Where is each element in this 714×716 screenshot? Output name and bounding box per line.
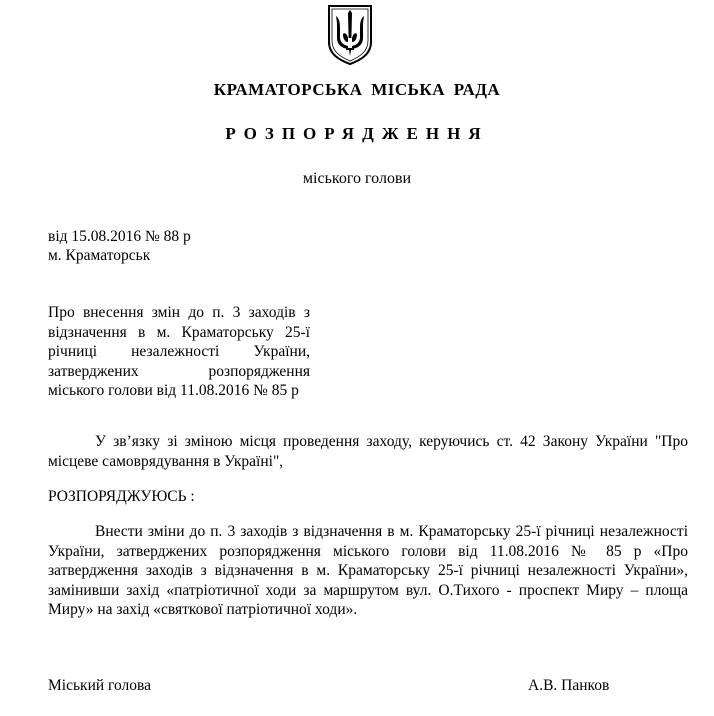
order-word: РОЗПОРЯДЖУЮСЬ : [48, 488, 195, 505]
order-body-paragraph: Внести зміни до п. 3 заходів з відзначення в м. Краматорську 25-ї річниці незалежності України, затверджених розпорядження міського голови від 11.08.2016 № 85 р «Про затвердження заходів з відзначення в м. Краматорську 25-ї річниці незалежності України», замінивши захід «патріотичної ходи за маршрутом вул. О.Тихого - проспект Миру – площа Миру» на захід «святкової патріотичної ходи». [48, 523, 688, 618]
subject-line: річниці незалежності України, [48, 343, 310, 360]
subject-line: затверджених розпорядження [48, 362, 310, 380]
subject-line: відзначення в м. Краматорську 25-ї [48, 323, 310, 341]
organization-title: КРАМАТОРСЬКА МІСЬКА РАДА [213, 80, 501, 99]
document-type-title: РОЗПОРЯДЖЕННЯ [225, 124, 489, 143]
document-subtitle: міського голови [302, 170, 412, 187]
document-date-number: від 15.08.2016 № 88 р [48, 228, 191, 245]
document-subject [48, 303, 310, 401]
subject-line: Про внесення змін до п. 3 заходів з [48, 304, 310, 321]
signatory-name: А.В. Панков [528, 677, 610, 694]
subject-line: міського голови від 11.08.2016 № 85 р [48, 382, 299, 399]
trident-coat-of-arms-icon [327, 4, 373, 66]
signatory-title: Міський голова [48, 677, 152, 694]
document-city: м. Краматорськ [48, 247, 151, 264]
preamble-paragraph: У зв’язку зі зміною місця проведення заходу, керуючись ст. 42 Закону України "Про місцеве самоврядування в Україні", [48, 433, 688, 470]
